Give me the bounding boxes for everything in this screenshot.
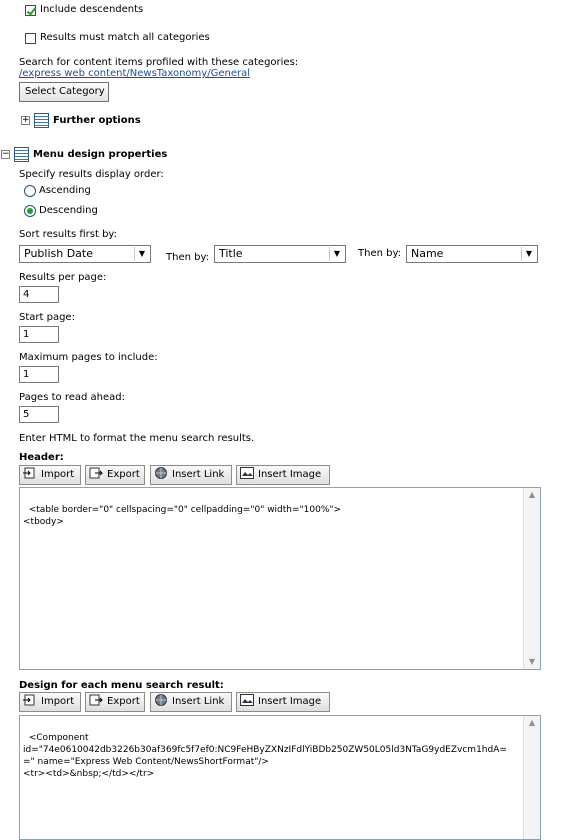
image-icon	[240, 694, 254, 706]
export-icon	[89, 694, 103, 706]
header-insert-link-button[interactable]	[150, 465, 232, 485]
sort-second-select[interactable]	[214, 245, 346, 263]
result-insert-image-button[interactable]	[236, 692, 330, 712]
globe-icon	[154, 467, 168, 479]
image-icon	[240, 467, 254, 479]
import-icon	[23, 467, 37, 479]
then-by-label-1: Then by:	[166, 252, 210, 263]
import-icon	[23, 694, 37, 706]
results-per-page-label: Results per page:	[19, 272, 107, 283]
header-editor-scrollbar[interactable]	[523, 488, 540, 669]
menu-design-title: Menu design properties	[33, 149, 168, 160]
sort-third-select[interactable]	[406, 245, 538, 263]
further-options-label[interactable]: Further options	[53, 115, 141, 126]
insert-image-label: Insert Image	[258, 469, 322, 480]
list-properties-icon	[14, 147, 29, 162]
ascending-radio[interactable]	[24, 185, 36, 197]
list-properties-icon	[34, 113, 49, 128]
globe-icon	[154, 694, 168, 706]
start-page-input[interactable]: 1	[19, 326, 59, 343]
order-label: Specify results display order:	[19, 169, 164, 180]
read-ahead-input[interactable]: 5	[19, 406, 59, 423]
match-all-label: Results must match all categories	[40, 32, 210, 43]
max-pages-input[interactable]: 1	[19, 366, 59, 383]
header-label: Header:	[19, 452, 64, 463]
chevron-down-icon: ▼	[329, 247, 344, 261]
header-export-button[interactable]	[85, 465, 145, 485]
select-category-button[interactable]: Select Category	[19, 82, 109, 102]
import-label: Import	[41, 469, 75, 480]
result-export-button[interactable]	[85, 692, 145, 712]
ascending-label: Ascending	[39, 185, 91, 196]
export-icon	[89, 467, 103, 479]
header-html-content: <table border="0" cellspacing="0" cellpadding="0" width="100%"> <tbody>	[23, 505, 342, 527]
export-label: Export	[107, 696, 140, 707]
collapse-minus-icon[interactable]: −	[2, 149, 10, 159]
results-per-page-input[interactable]: 4	[19, 286, 59, 303]
scroll-up-icon[interactable]: ▲	[528, 718, 536, 727]
header-html-editor[interactable]	[19, 487, 541, 670]
chevron-down-icon: ▼	[134, 247, 149, 261]
include-descendents-label: Include descendents	[40, 4, 144, 15]
read-ahead-label: Pages to read ahead:	[19, 392, 125, 403]
chevron-down-icon: ▼	[521, 247, 536, 261]
result-editor-scrollbar[interactable]	[523, 716, 540, 839]
result-html-editor[interactable]	[19, 715, 541, 840]
descending-label: Descending	[39, 205, 98, 216]
category-path-link[interactable]: /express web content/NewsTaxonomy/General	[19, 68, 250, 79]
result-insert-link-button[interactable]	[150, 692, 232, 712]
export-label: Export	[107, 469, 140, 480]
include-descendents-checkbox[interactable]	[25, 5, 36, 16]
scroll-down-icon[interactable]: ▼	[528, 657, 536, 666]
insert-image-label: Insert Image	[258, 696, 322, 707]
header-import-button[interactable]	[19, 465, 81, 485]
scroll-up-icon[interactable]: ▲	[528, 490, 536, 499]
sort-first-value: Publish Date	[24, 247, 93, 260]
start-page-label: Start page:	[19, 312, 75, 323]
header-insert-image-button[interactable]	[236, 465, 330, 485]
descending-radio[interactable]	[24, 205, 36, 217]
sort-third-value: Name	[411, 247, 444, 260]
sort-second-value: Title	[219, 247, 243, 260]
html-instructions: Enter HTML to format the menu search results.	[19, 433, 255, 444]
insert-link-label: Insert Link	[172, 469, 225, 480]
categories-label: Search for content items profiled with these categories:	[19, 57, 299, 68]
max-pages-label: Maximum pages to include:	[19, 352, 158, 363]
import-label: Import	[41, 696, 75, 707]
then-by-label-2: Then by:	[358, 248, 402, 259]
result-design-label: Design for each menu search result:	[19, 680, 224, 691]
result-import-button[interactable]	[19, 692, 81, 712]
sort-label: Sort results first by:	[19, 229, 117, 240]
sort-first-select[interactable]	[19, 245, 151, 263]
match-all-checkbox[interactable]	[25, 33, 36, 44]
result-html-content: <Component id="74e0610042db3226b30af369fc5f7ef0:NC9FeHByZXNzIFdlYiBDb250ZW50L05ld3NTaG9ydEZvcm1hdA==" name="Express Web Content/NewsShortFormat"/> <tr><td>&nbsp;</td></tr>	[23, 733, 507, 779]
expand-plus-icon[interactable]: +	[22, 115, 30, 125]
insert-link-label: Insert Link	[172, 696, 225, 707]
